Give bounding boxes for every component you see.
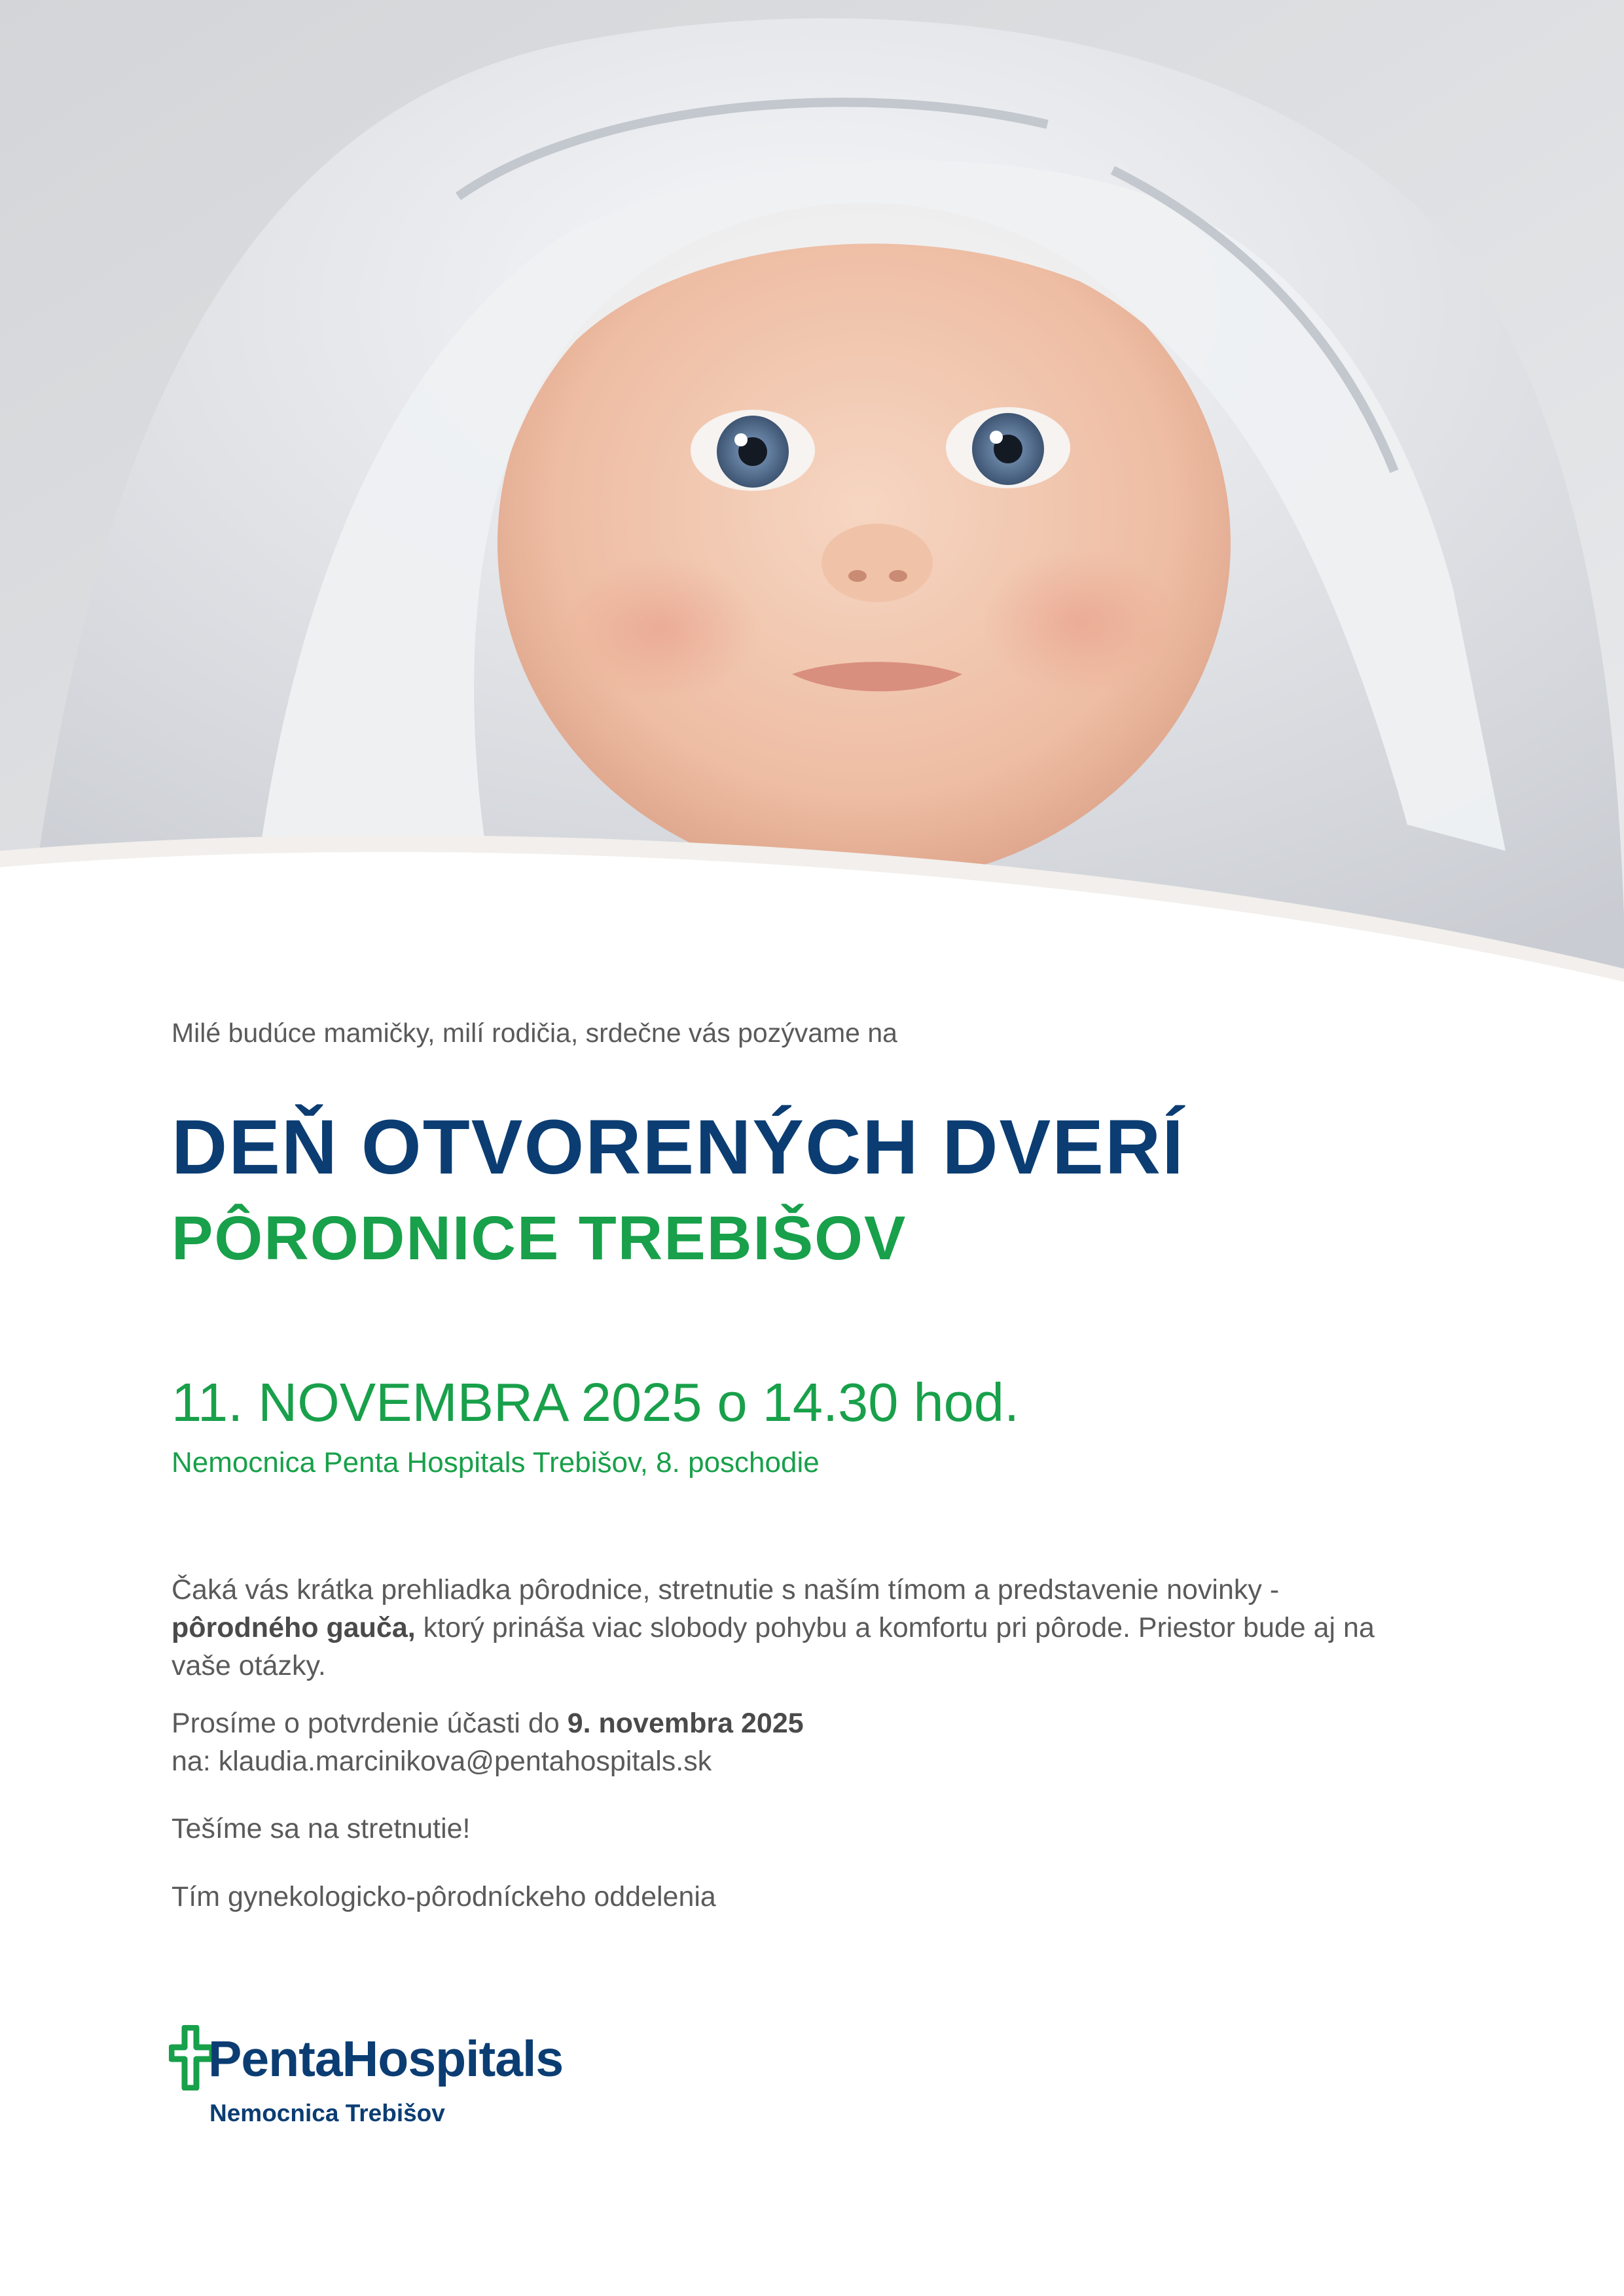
logo-subtitle: Nemocnica Trebišov [209, 2100, 445, 2126]
baby-towel-illustration [0, 0, 1624, 982]
intro-text: Milé budúce mamičky, milí rodičia, srdečne vás pozývame na [171, 1018, 897, 1048]
description-paragraph: Čaká vás krátka prehliadka pôrodnice, stretnutie s naším tímom a predstavenie novinky - pôrodného gauča, ktorý prináša viac slobody pohybu a komfortu pri pôrode. Priestor bude aj na vaše otázky. [171, 1574, 1375, 1681]
rsvp-email[interactable]: na: klaudia.marcinikova@pentahospitals.sk [171, 1746, 712, 1777]
rsvp-deadline: 9. novembra 2025 [567, 1708, 804, 1739]
penta-hospitals-logo [169, 2012, 666, 2143]
event-date-time: 11. NOVEMBRA 2025 o 14.30 hod. [171, 1372, 1020, 1433]
event-subtitle: PÔRODNICE TREBIŠOV [171, 1204, 907, 1273]
highlight-birthing-sofa: pôrodného gauča, [171, 1612, 416, 1643]
event-title: DEŇ OTVORENÝCH DVERÍ [171, 1104, 1185, 1191]
signature-team: Tím gynekologicko-pôrodníckeho oddelenia [171, 1881, 716, 1912]
event-location: Nemocnica Penta Hospitals Trebišov, 8. poschodie [171, 1446, 820, 1479]
rsvp-paragraph: Prosíme o potvrdenie účasti do 9. novembra 2025 na: klaudia.marcinikova@pentahospitals.sk [171, 1708, 804, 1777]
closing-line: Tešíme sa na stretnutie! [171, 1813, 471, 1844]
hero-photo [0, 0, 1624, 982]
logo-wordmark: PentaHospitals [208, 2031, 564, 2087]
